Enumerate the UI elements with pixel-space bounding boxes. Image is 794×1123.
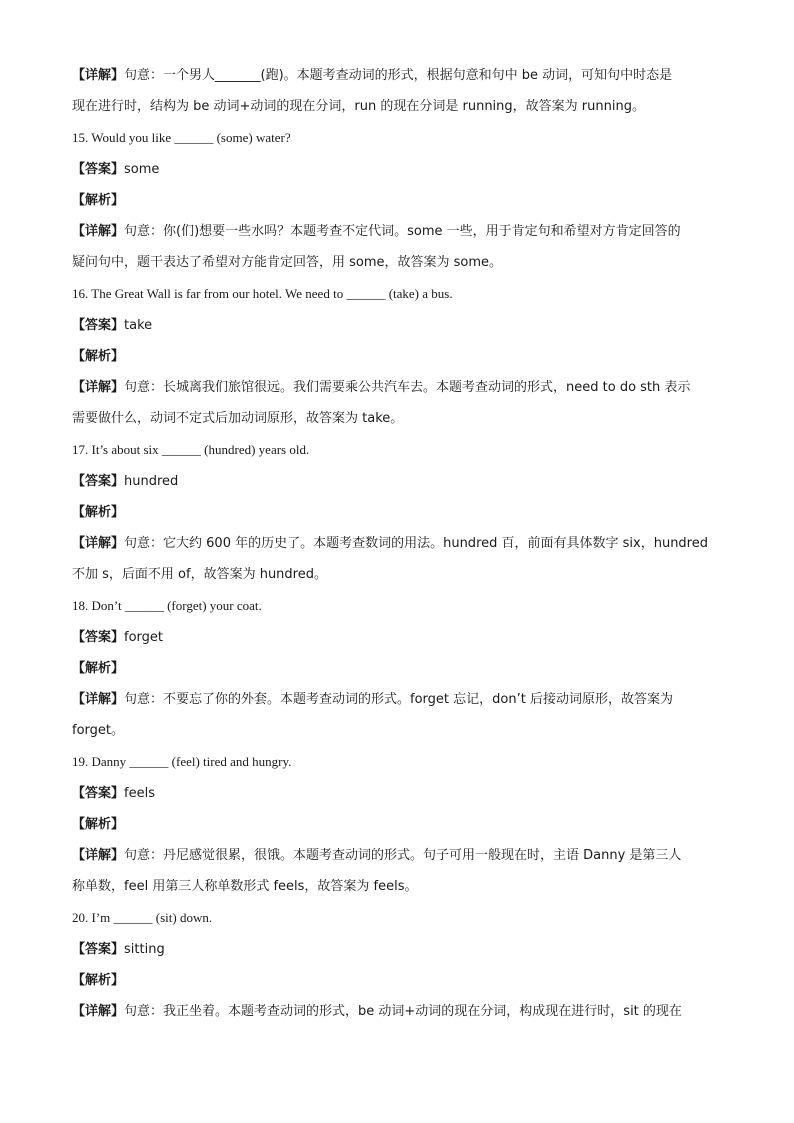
detail-text: 句意：我正坐着。本题考查动词的形式，be 动词+动词的现在分词，构成现在进行时，sit 的现在: [124, 1004, 682, 1020]
analysis-tag: 【解析】: [72, 192, 125, 208]
detail-cont-line: [72, 91, 722, 122]
answer-text: sitting: [124, 941, 165, 957]
answer-text: forget: [124, 629, 164, 645]
detail-cont-line: [72, 247, 722, 278]
detail-text: 句意：丹尼感觉很累，很饿。本题考查动词的形式。句子可用一般现在时，主语 Danny 是第三人: [124, 848, 682, 864]
detail-cont-text: 不加 s，后面不用 of，故答案为 hundred。: [72, 567, 327, 583]
detail-tag: 【详解】: [72, 224, 125, 240]
analysis-tag: 【解析】: [72, 504, 125, 520]
detail-line: [72, 216, 722, 247]
document-content: [72, 60, 722, 1027]
detail-text: 句意：长城离我们旅馆很远。我们需要乘公共汽车去。本题考查动词的形式，need to do sth 表示: [124, 380, 691, 396]
question-line: [72, 590, 722, 621]
answer-tag: 【答案】: [72, 941, 125, 957]
detail-cont-line: [72, 715, 722, 746]
detail-cont-text: 疑问句中，题干表达了希望对方能肯定回答，用 some，故答案为 some。: [72, 255, 503, 271]
question-text: 16. The Great Wall is far from our hotel. We need to ______ (take) a bus.: [72, 286, 453, 302]
analysis-tag: 【解析】: [72, 972, 125, 988]
detail-tag: 【详解】: [72, 380, 125, 396]
question-text: 18. Don’t ______ (forget) your coat.: [72, 598, 262, 614]
answer-tag: 【答案】: [72, 161, 125, 177]
detail-cont-line: [72, 559, 722, 590]
answer-line: [72, 310, 722, 341]
detail-tag: 【详解】: [72, 68, 125, 83]
detail-tag: 【详解】: [72, 1004, 125, 1020]
analysis-line: [72, 185, 722, 216]
question-line: [72, 278, 722, 309]
answer-tag: 【答案】: [72, 629, 125, 645]
answer-text: feels: [124, 785, 155, 801]
analysis-line: [72, 809, 722, 840]
analysis-tag: 【解析】: [72, 348, 125, 364]
detail-line: [72, 528, 722, 559]
detail-line: [72, 996, 722, 1027]
answer-text: hundred: [124, 473, 179, 489]
detail-cont-text: 称单数，feel 用第三人称单数形式 feels，故答案为 feels。: [72, 879, 418, 895]
question-text: 20. I’m ______ (sit) down.: [72, 910, 213, 926]
analysis-line: [72, 497, 722, 528]
detail-line: [72, 372, 722, 403]
detail-text: 句意：一个男人_______(跑)。本题考查动词的形式，根据句意和句中 be 动词，可知句中时态是: [124, 68, 673, 83]
detail-line: [72, 60, 722, 91]
detail-cont-text: 现在进行时，结构为 be 动词+动词的现在分词，run 的现在分词是 running，故答案为 running。: [72, 99, 645, 115]
detail-line: [72, 684, 722, 715]
detail-tag: 【详解】: [72, 692, 125, 708]
question-line: [72, 746, 722, 777]
detail-text: 句意：不要忘了你的外套。本题考查动词的形式。forget 忘记，don’t 后接动词原形，故答案为: [124, 692, 673, 708]
answer-line: [72, 778, 722, 809]
detail-text: 句意：它大约 600 年的历史了。本题考查数词的用法。hundred 百，前面有具体数字 six，hundred: [124, 536, 708, 552]
answer-text: take: [124, 317, 153, 333]
analysis-line: [72, 653, 722, 684]
detail-cont-line: [72, 403, 722, 434]
detail-cont-line: [72, 871, 722, 902]
question-line: [72, 434, 722, 465]
answer-text: some: [124, 161, 160, 177]
answer-tag: 【答案】: [72, 785, 125, 801]
detail-tag: 【详解】: [72, 536, 125, 552]
detail-line: [72, 840, 722, 871]
detail-cont-text: 需要做什么，动词不定式后加动词原形，故答案为 take。: [72, 411, 404, 427]
detail-tag: 【详解】: [72, 848, 125, 864]
question-line: [72, 902, 722, 933]
detail-text: 句意：你(们)想要一些水吗？本题考查不定代词。some 一些，用于肯定句和希望对方肯定回答的: [124, 224, 681, 240]
question-line: [72, 122, 722, 153]
analysis-tag: 【解析】: [72, 660, 125, 676]
detail-cont-text: forget。: [72, 723, 124, 739]
answer-line: [72, 934, 722, 965]
analysis-line: [72, 341, 722, 372]
question-text: 15. Would you like ______ (some) water?: [72, 130, 291, 146]
answer-line: [72, 154, 722, 185]
analysis-line: [72, 965, 722, 996]
answer-line: [72, 466, 722, 497]
answer-tag: 【答案】: [72, 317, 125, 333]
answer-line: [72, 622, 722, 653]
question-text: 17. It’s about six ______ (hundred) years old.: [72, 442, 310, 458]
answer-tag: 【答案】: [72, 473, 125, 489]
question-text: 19. Danny ______ (feel) tired and hungry.: [72, 754, 292, 770]
analysis-tag: 【解析】: [72, 816, 125, 832]
